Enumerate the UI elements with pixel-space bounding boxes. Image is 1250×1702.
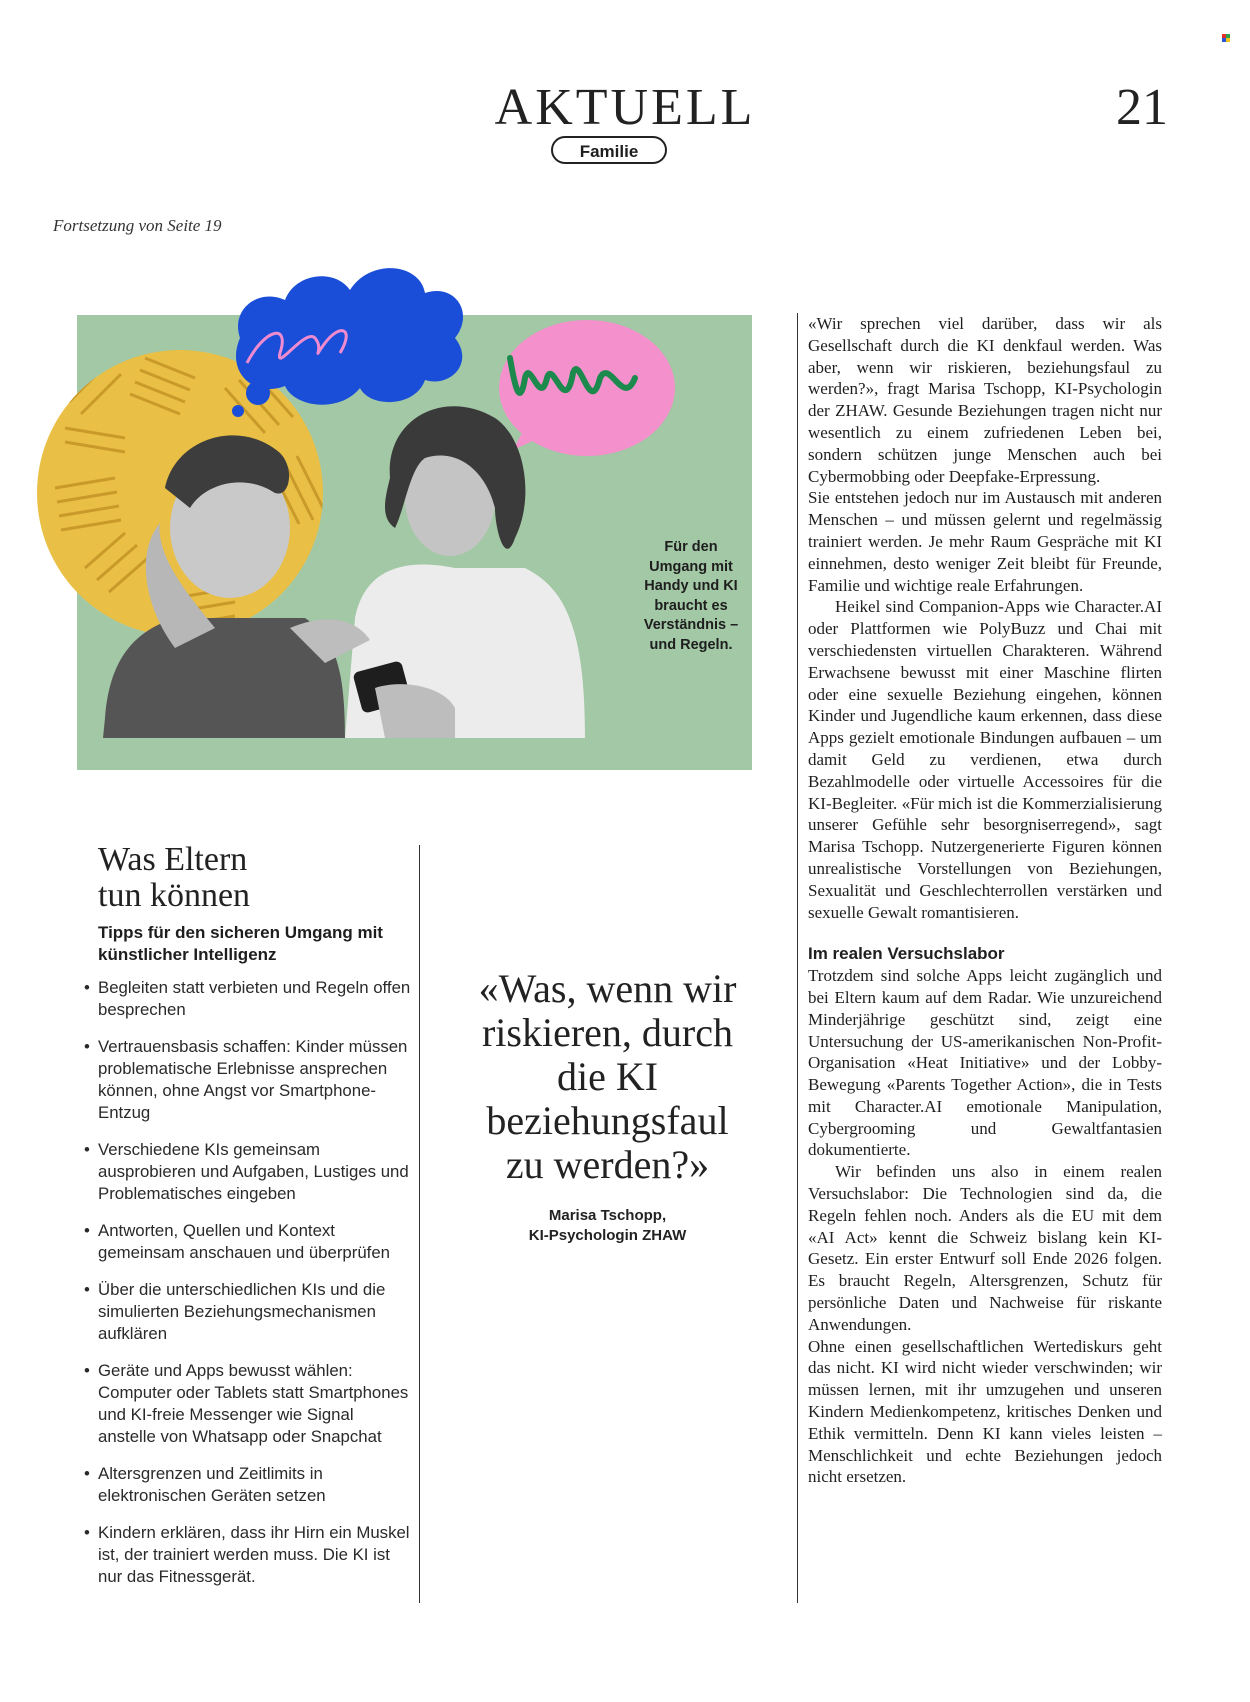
tip-text: Kindern erklären, dass ihr Hirn ein Muskel ist, der trainiert werden muss. Die KI ist nur das Fitnessgerät. [98,1523,410,1586]
tip-text: Antworten, Quellen und Kontext gemeinsam anschauen und überprüfen [98,1221,391,1262]
bullet: • [84,1280,90,1299]
bullet: • [84,1361,90,1380]
quote-attribution [470,1206,745,1246]
rubric-title: AKTUELL [494,79,756,136]
continuation-note: Fortsetzung von Seite 19 [53,216,222,235]
caption-line: und Regeln. [649,636,733,653]
paragraph: «Wir sprechen viel darüber, dass wir als Gesellschaft durch die KI denkfaul werden. Was aber, wenn wir riskieren, beziehungsfaul zu werden?», fragt Marisa Tschopp, KI-Psychologin der ZHAW. Gesunde Beziehungen tragen nicht nur wesentlich zu einem zufriedenen Leben bei, sondern schützen junge Menschen auch bei Cybermobbing oder Deepfake-Erpressung. [808,314,1162,486]
tip-text: Altersgrenzen und Zeitlimits in elektronischen Geräten setzen [98,1464,326,1505]
list-item [84,977,414,1021]
pull-quote: «Was, wenn wir riskieren, durch die KI beziehungsfaul zu werden?» [478,966,737,1187]
bullet: • [84,1221,90,1240]
paragraph: Wir befinden uns also in einem realen Versuchslabor: Die Technologien sind da, die Regeln fehlen noch. Anders als die EU mit dem «AI Act» kennt die Schweiz bislang kein KI-Gesetz. Ein erster Entwurf soll Ende 2026 folgen. Es braucht Regeln, Altersgrenzen, Schutz für persönliche Daten und Nachweise für riskante Anwendungen. [808,1162,1162,1334]
tip-text: Verschiedene KIs gemeinsam ausprobieren und Aufgaben, Lustiges und Problematisches eingeben [98,1140,409,1203]
paragraph: Trotzdem sind solche Apps leicht zugänglich und bei Eltern kaum auf dem Radar. Wie unzureichend Minderjährige geschützt sind, zeigt eine Untersuchung der US-amerikanischen Non-Profit-Organisation «Heat Initiative» und der Lobby-Bewegung «Parents Together Action», die in Tests mit Character.AI emotionale Manipulation, Cybergrooming und Gewaltfantasien dokumentierte. [808,966,1162,1160]
subheading: Im realen Versuchslabor [808,944,1005,964]
tip-text: Über die unterschiedlichen KIs und die simulierten Beziehungsmechanismen aufklären [98,1280,386,1343]
tip-text: Vertrauensbasis schaffen: Kinder müssen problematische Erlebnisse ansprechen können, ohne Angst vor Smartphone-Entzug [98,1037,408,1122]
caption-line: Handy und KI [644,578,738,594]
infobox-title [98,842,250,914]
paragraph: Heikel sind Companion-Apps wie Character.AI oder Plattformen wie PolyBuzz und Chai mit verschiedensten virtuellen Charakteren. Während Erwachsene bewusst mit einer Maschine flirten oder eine sexuelle Beziehung eingehen, können Kinder und Jugendliche kaum erkennen, dass diese Apps gezielt emotionale Bindungen aufbauen – um damit Geld zu verdienen, etwa durch Bezahlmodelle oder virtuelle Accessoires für die KI-Begleiter. «Für mich ist die Kommerzialisierung unserer Gefühle sehr besorgniserregend», sagt Marisa Tschopp. Nutzergenerierte Figuren können unrealistische Vorstellungen von Beziehungen, Sexualität und Geschlechterrollen verstärken und sexuelle Gewalt romantisieren. [808,597,1162,922]
paragraph: Sie entstehen jedoch nur im Austausch mit anderen Menschen – und müssen gelernt und regelmässig trainiert werden. Je mehr Raum Gespräche mit KI einnehmen, desto weniger Zeit bleibt für Freunde, Familie und wichtige reale Erfahrungen. [808,488,1162,595]
list-item [84,1522,414,1588]
bullet: • [84,1523,90,1542]
quote-author-role: KI-Psychologin ZHAW [528,1227,687,1244]
bullet: • [84,1140,90,1159]
list-item [84,1036,414,1124]
column-divider [419,845,420,1603]
infobox-title-line: tun können [98,877,251,914]
section-badge: Familie [551,136,667,164]
caption-line: Umgang mit [649,558,733,575]
tips-list [84,977,414,1603]
tip-text: Geräte und Apps bewusst wählen: Computer oder Tablets statt Smartphones und KI-freie Messenger wie Signal anstelle von Whatsapp oder Snapchat [98,1361,409,1446]
paragraph: Ohne einen gesellschaftlichen Wertediskurs geht das nicht. KI wird nicht wieder verschwinden; wir müssen lernen, mit ihr umzugehen und unseren Kindern Medienkompetenz, kritisches Denken und Ethik vermitteln. Denn KI kann vieles leisten – Menschlichkeit und echte Beziehungen jedoch nicht ersetzen. [808,1336,1162,1487]
list-item [84,1360,414,1448]
image-caption [633,538,749,655]
bullet: • [84,1464,90,1483]
page-number: 21 [1116,79,1168,136]
infobox-subtitle: Tipps für den sicheren Umgang mit künstlicher Intelligenz [98,923,383,964]
bullet: • [84,978,90,997]
infobox-title-line: Was Eltern [98,841,248,878]
list-item [84,1220,414,1264]
quote-author: Marisa Tschopp, [548,1207,667,1224]
thought-bubble-small [232,405,244,417]
print-registration-mark [1222,34,1230,42]
thought-bubble-large [246,381,270,405]
column-divider [797,313,798,1603]
caption-line: braucht es [654,597,728,614]
caption-line: Verständnis – [643,617,739,633]
caption-line: Für den [664,539,718,555]
bullet: • [84,1037,90,1056]
article-body [808,313,1162,1488]
list-item [84,1279,414,1345]
list-item [84,1463,414,1507]
list-item [84,1139,414,1205]
tip-text: Begleiten statt verbieten und Regeln offen besprechen [98,978,411,1019]
